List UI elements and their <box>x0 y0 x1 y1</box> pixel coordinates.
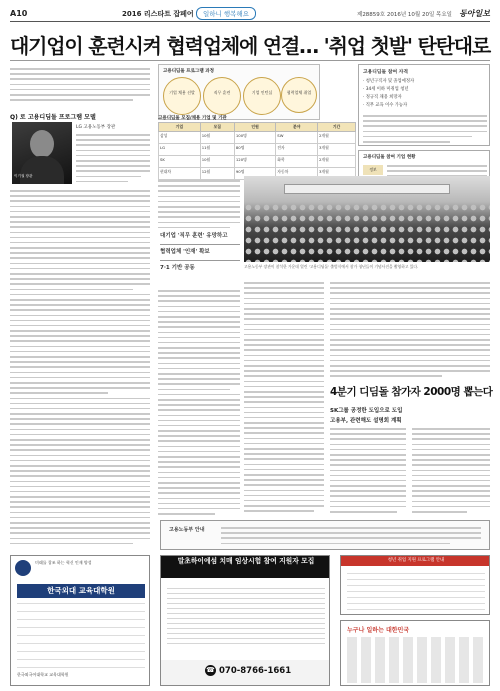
eligibility-text <box>363 115 487 143</box>
byline: LG 고용노동부 장관 <box>76 125 116 130</box>
table-cell: 현대차 <box>159 168 201 180</box>
diagram-step: 협력업체 취업 <box>281 77 317 113</box>
eligibility-item: · 직무 교육 이수 가능자 <box>363 103 408 108</box>
program-diagram <box>158 64 320 120</box>
eligibility-item: · 청년구직자 및 졸업예정자 <box>363 79 415 84</box>
ad-title: 말초하이에섬 치매 임상시험 참여 지원자 모집 <box>161 556 330 578</box>
section-tag: 일하니 행복해요 <box>196 7 256 20</box>
ad-body-text <box>347 637 485 683</box>
table-cell: 자동차 <box>276 168 318 180</box>
article-body-col4 <box>330 282 490 378</box>
section-title: 2016 리스타트 잡페어 <box>122 10 194 18</box>
table-cell: 삼성 <box>159 132 201 144</box>
eligibility-title: 고용디딤돌 참여 자격 <box>363 70 409 75</box>
ad-header: 청년 취업 지원 프로그램 안내 <box>341 556 490 566</box>
university-ad[interactable] <box>10 555 150 686</box>
university-logo-icon <box>15 560 31 576</box>
table-cell: 12월 <box>200 168 234 180</box>
table-cell: 80명 <box>234 144 275 156</box>
category-label: 정보 <box>363 165 383 175</box>
table-header: 기간 <box>317 123 355 132</box>
participants-title: 고용디딤돌 참여 기업 현황 <box>363 155 416 160</box>
table-cell: 10월 <box>200 132 234 144</box>
pull-quote-line: 대기업 '직무 훈련' 유망하고 <box>160 233 228 239</box>
photo-caption: 고용노동부 장관이 참석한 가운데 열린 '고용디딤돌' 출범식에서 참가 청년들이 기념사진을 촬영하고 있다. <box>244 264 419 269</box>
table-cell: 10월 <box>200 156 234 168</box>
portrait-face <box>30 130 54 158</box>
second-article-body <box>412 428 490 514</box>
phone-icon: ☎ <box>206 666 215 674</box>
table-row <box>159 132 356 144</box>
page-number: A10 <box>10 9 28 18</box>
table-header: 인원 <box>234 123 275 132</box>
table-header: 분야 <box>276 123 318 132</box>
table-cell: LG <box>159 144 201 156</box>
table-row <box>159 156 356 168</box>
table-cell: 3개월 <box>317 144 355 156</box>
diagram-step: 기업 인턴십 <box>243 77 281 115</box>
article-body-left <box>10 190 150 550</box>
ad-tagline: 미래를 창조 하는 혁신 인재 양성 <box>35 560 92 565</box>
lead-paragraph <box>10 68 150 104</box>
diagram-step: 직무 훈련 <box>203 77 241 115</box>
table-cell: 120명 <box>234 156 275 168</box>
article-body-mid-top <box>158 180 240 230</box>
issue-info: 제28859호 2016년 10월 20일 목요일 <box>357 12 452 18</box>
pull-quote-line: 7·1 기반 공동 <box>160 265 195 271</box>
table-cell: SK <box>159 156 201 168</box>
article-body-col3 <box>244 282 324 516</box>
portrait-body <box>20 156 64 184</box>
ad-body-text <box>347 570 485 610</box>
eligibility-item: · 34세 이하 미취업 청년 <box>363 87 409 92</box>
article-body-mid <box>158 290 240 515</box>
diagram-step: 기업 채용 선발 <box>163 77 201 115</box>
main-headline: 대기업이 훈련시켜 협력업체에 연결… '취업 첫발' 탄탄대로 <box>10 34 490 58</box>
table-title: 고용디딤돌 모집/채용 기업 및 기관 <box>158 116 227 121</box>
ad-body-text <box>167 584 325 644</box>
diagram-title: 고용디딤돌 프로그램 과정 <box>163 69 214 74</box>
table-cell: 2개월 <box>317 156 355 168</box>
ad-university-name: 한국외대 교육대학원 <box>17 584 145 598</box>
interview-photo <box>12 122 72 184</box>
table-cell: 2개월 <box>317 132 355 144</box>
eligibility-item: · 정규직 채용 희망자 <box>363 95 402 100</box>
article-subhead: Q) 로 고용디딤돌 프로그램 모델 <box>10 114 96 121</box>
pull-quote-divider <box>160 244 240 245</box>
notice-strip-text <box>221 527 481 547</box>
newspaper-brand: 동아일보 <box>459 9 490 18</box>
table-cell: 100명 <box>234 132 275 144</box>
notice-strip <box>160 520 490 550</box>
table-row <box>159 144 356 156</box>
second-article-body <box>330 428 406 514</box>
pull-quote-divider <box>160 260 240 261</box>
eligibility-box <box>358 64 490 146</box>
second-article-subhead: SK그룹 공정한 도입으로 도입 <box>330 408 403 414</box>
group-photo <box>244 176 490 262</box>
second-article-title: 4분기 디딤돌 참가자 2000명 뽑는다 <box>330 386 493 398</box>
ad-info-grid <box>17 602 145 668</box>
ad-footer: 한국외국어대학교 교육대학원 <box>17 672 69 677</box>
program-ad[interactable] <box>340 555 490 615</box>
ad-header: 누구나 일하는 대한민국 <box>347 627 410 634</box>
page-header <box>10 4 490 22</box>
table-cell: 전자 <box>276 144 318 156</box>
employment-ad[interactable] <box>340 620 490 686</box>
table-cell: 3개월 <box>317 168 355 180</box>
second-article-subhead: 고용부, 관련해도 설명회 계획 <box>330 418 402 424</box>
clinical-trial-ad[interactable] <box>160 555 330 686</box>
table-header: 기업 <box>159 123 201 132</box>
table-cell: 90명 <box>234 168 275 180</box>
table-cell: SW <box>276 132 318 144</box>
headline-divider <box>10 60 490 61</box>
crowd <box>244 202 490 262</box>
ad-phone-number[interactable]: 070-8766-1661 <box>219 666 292 676</box>
company-table <box>158 122 356 180</box>
table-cell: 11월 <box>200 144 234 156</box>
article-text-block <box>76 134 150 184</box>
notice-strip-title: 고용노동부 안내 <box>169 527 205 533</box>
pull-quote <box>160 232 240 273</box>
table-cell: 화학 <box>276 156 318 168</box>
photo-name-caption: 이기권 장관 <box>14 174 33 178</box>
table-header: 모집 <box>200 123 234 132</box>
event-banner <box>284 184 450 194</box>
pull-quote-line: 협력업체 '인재' 확보 <box>160 249 210 255</box>
